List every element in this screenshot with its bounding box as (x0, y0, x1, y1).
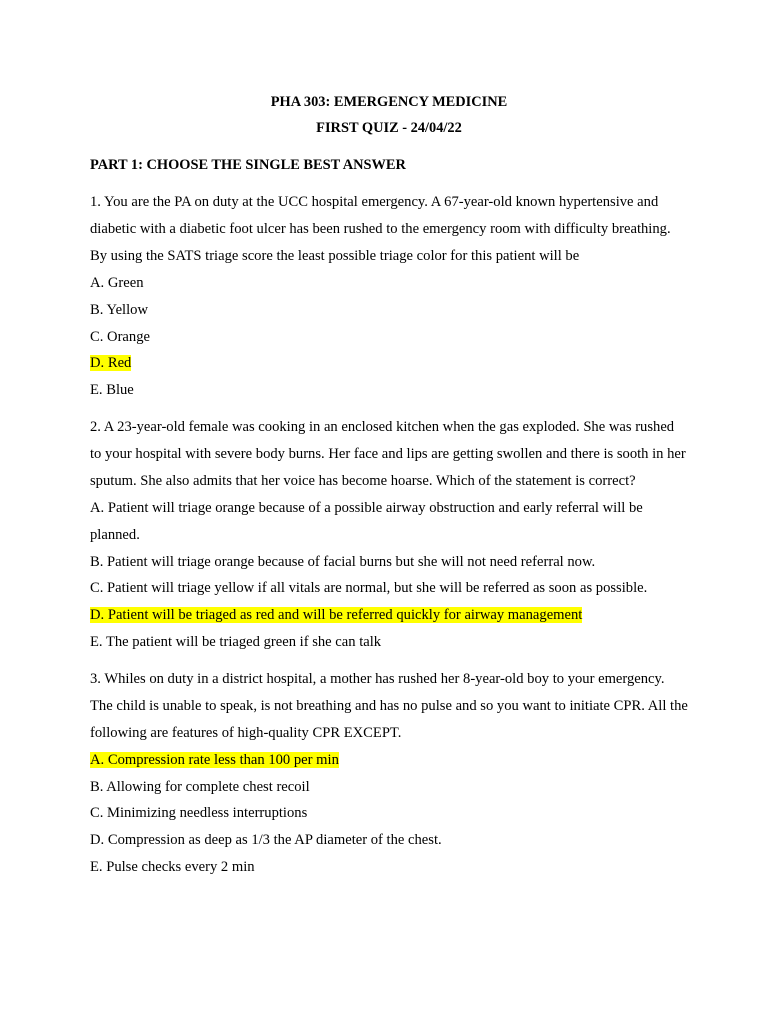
question-1 (90, 189, 688, 404)
question-3-option-c: C. Minimizing needless interruptions (90, 805, 308, 822)
question-2 (90, 414, 688, 656)
highlighted-answer: A. Compression rate less than 100 per min (90, 751, 339, 768)
course-title: PHA 303: EMERGENCY MEDICINE (270, 94, 508, 110)
question-1-option-d (90, 350, 688, 377)
question-2-option-a: A. Patient will triage orange because of a possible airway obstruction and early referral will be planned. (90, 499, 643, 543)
question-3-text: 3. Whiles on duty in a district hospital, a mother has rushed her 8-year-old boy to your emergency. The child is unable to speak, is not breathing and has no pulse and so you want to initiate CPR. All the following are features of high-quality CPR EXCEPT. (90, 670, 688, 741)
question-1-option-e: E. Blue (90, 382, 134, 399)
question-2-option-b: B. Patient will triage orange because of facial burns but she will not need referral now. (90, 553, 596, 570)
question-2-text: 2. A 23-year-old female was cooking in an enclosed kitchen when the gas exploded. She was rushed to your hospital with severe body burns. Her face and lips are getting swollen and there is sooth in her sputum. She also admits that her voice has become hoarse. Which of the statement is correct? (90, 418, 686, 489)
question-2-option-e: E. The patient will be triaged green if she can talk (90, 633, 382, 650)
question-3-option-a (90, 747, 688, 774)
question-1-option-b: B. Yellow (90, 301, 148, 318)
quiz-title: FIRST QUIZ - 24/04/22 (316, 120, 462, 136)
part-heading: PART 1: CHOOSE THE SINGLE BEST ANSWER (90, 157, 406, 173)
question-2-option-c: C. Patient will triage yellow if all vitals are normal, but she will be referred as soon as possible. (90, 580, 648, 597)
question-1-option-a: A. Green (90, 275, 144, 291)
question-1-option-c: C. Orange (90, 328, 150, 345)
question-3-option-b: B. Allowing for complete chest recoil (90, 778, 310, 795)
highlighted-answer: D. Red (90, 355, 132, 372)
question-1-text: 1. You are the PA on duty at the UCC hospital emergency. A 67-year-old known hypertensive and diabetic with a diabetic foot ulcer has been rushed to the emergency room with difficulty breathing. By using the SATS triage score the least possible triage color for this patient will be (90, 194, 671, 264)
question-3 (90, 666, 688, 881)
question-3-option-e: E. Pulse checks every 2 min (90, 858, 255, 875)
question-3-option-d: D. Compression as deep as 1/3 the AP diameter of the chest. (90, 832, 442, 849)
quiz-document (90, 89, 688, 881)
question-2-option-d (90, 602, 688, 629)
highlighted-answer: D. Patient will be triaged as red and will be referred quickly for airway management (90, 607, 583, 624)
